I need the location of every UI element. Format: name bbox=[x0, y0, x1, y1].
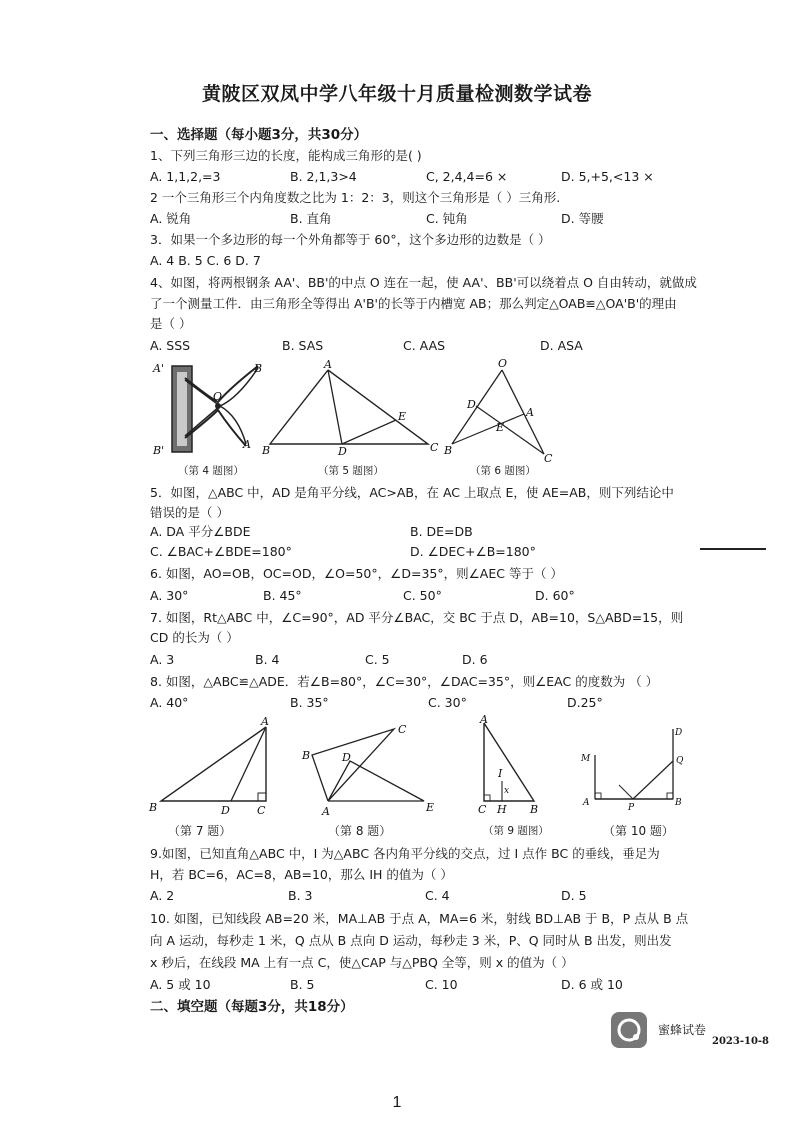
fig9-label-b: B bbox=[530, 803, 539, 816]
fig6-label-b: B bbox=[444, 444, 453, 457]
fig7-label-a: A bbox=[261, 715, 269, 728]
q5-line2: 错误的是（ ） bbox=[150, 505, 229, 520]
q1-stem: 1、下列三角形三边的长度，能构成三角形的是( ) bbox=[150, 148, 422, 163]
q2-stem: 2 一个三角形三个内角度数之比为 1：2：3，则这个三角形是（ ）三角形. bbox=[150, 190, 561, 205]
q5-option-a: A. DA 平分∠BDE bbox=[150, 524, 251, 539]
q7-option-d: D. 6 bbox=[462, 652, 488, 667]
figure-7 bbox=[145, 715, 280, 820]
q10-option-b: B. 5 bbox=[290, 977, 315, 992]
fig9-label-x: x bbox=[504, 786, 510, 796]
bee-logo-icon bbox=[611, 1012, 647, 1048]
q3-options: A. 4 B. 5 C. 6 D. 7 bbox=[150, 253, 261, 268]
q4-line1: 4、如图，将两根钢条 AA'、BB'的中点 O 连在一起，使 AA'、BB'可以绕着点 O 自由转动，就做成 bbox=[150, 275, 697, 290]
q5-option-c: C. ∠BAC+∠BDE=180° bbox=[150, 544, 292, 559]
q7-option-b: B. 4 bbox=[255, 652, 280, 667]
q7-option-a: A. 3 bbox=[150, 652, 175, 667]
caption-fig5: （第 5 题图） bbox=[318, 465, 384, 477]
fig5-label-e: E bbox=[398, 410, 407, 423]
page-title: 黄陂区双凤中学八年级十月质量检测数学试卷 bbox=[201, 83, 592, 105]
fig9-label-c: C bbox=[478, 803, 487, 816]
fig5-label-b: B bbox=[262, 444, 271, 457]
caption-fig9: （第 9 题图） bbox=[483, 825, 549, 837]
fig8-label-b: B bbox=[302, 749, 311, 762]
q9-option-d: D. 5 bbox=[561, 888, 587, 903]
fig4-label-b: B bbox=[254, 362, 263, 375]
fig5-label-a: A bbox=[324, 358, 332, 371]
q4-line2: 了一个测量工件．由三角形全等得出 A'B'的长等于内槽宽 AB；那么判定△OAB≌△OA'B'的理由 bbox=[150, 296, 677, 311]
q6-option-c: C. 50° bbox=[403, 588, 442, 603]
fig6-label-a: A bbox=[526, 406, 534, 419]
q4-option-b: B. SAS bbox=[282, 338, 324, 353]
caption-fig10: （第 10 题） bbox=[603, 824, 674, 838]
q7-option-c: C. 5 bbox=[365, 652, 390, 667]
caption-fig4: （第 4 题图） bbox=[178, 465, 244, 477]
fig4-label-b-prime: B' bbox=[153, 444, 165, 457]
section-choice-heading: 一、选择题（每小题3分，共30分） bbox=[150, 127, 368, 143]
q3-stem: 3．如果一个多边形的每一个外角都等于 60°，这个多边形的边数是（ ） bbox=[150, 232, 551, 247]
q8-option-d: D.25° bbox=[567, 695, 603, 710]
q7-line2: CD 的长为（ ） bbox=[150, 630, 239, 645]
fig10-label-b: B bbox=[675, 798, 682, 808]
fig10-label-m: M bbox=[581, 754, 591, 764]
fig10-label-p: P bbox=[628, 803, 635, 813]
q6-option-b: B. 45° bbox=[263, 588, 302, 603]
q9-option-c: C. 4 bbox=[425, 888, 450, 903]
fig8-label-c: C bbox=[398, 723, 407, 736]
section-fill-heading: 二、填空题（每题3分，共18分） bbox=[150, 999, 354, 1015]
fig6-label-c: C bbox=[544, 452, 553, 463]
q6-stem: 6. 如图，AO=OB，OC=OD，∠O=50°，∠D=35°，则∠AEC 等于（ ） bbox=[150, 566, 563, 581]
fig5-label-d: D bbox=[338, 445, 347, 458]
figure-8 bbox=[298, 715, 443, 820]
figure-5 bbox=[262, 358, 442, 458]
fig7-label-b: B bbox=[149, 801, 158, 814]
fig4-label-a-prime: A' bbox=[153, 362, 164, 375]
q8-option-a: A. 40° bbox=[150, 695, 189, 710]
q9-line2: H，若 BC=6，AC=8，AB=10，那么 IH 的值为（ ） bbox=[150, 867, 453, 882]
q6-option-d: D. 60° bbox=[535, 588, 575, 603]
q1-option-c: C, 2,4,4=6 × bbox=[426, 169, 508, 184]
fig8-label-a: A bbox=[322, 805, 330, 818]
q2-option-b: B. 直角 bbox=[290, 211, 332, 226]
fig9-label-h: H bbox=[497, 803, 507, 816]
q4-option-c: C. AAS bbox=[403, 338, 446, 353]
q4-line3: 是（ ） bbox=[150, 316, 192, 331]
figure-6 bbox=[440, 358, 560, 463]
q4-option-d: D. ASA bbox=[540, 338, 583, 353]
fig10-label-a: A bbox=[583, 798, 590, 808]
caption-fig7: （第 7 题） bbox=[168, 824, 232, 838]
q8-option-c: C. 30° bbox=[428, 695, 467, 710]
q5-option-d: D. ∠DEC+∠B=180° bbox=[410, 544, 536, 559]
q9-line1: 9.如图，已知直角△ABC 中，I 为△ABC 各内角平分线的交点，过 I 点作 BC 的垂线，垂足为 bbox=[150, 846, 660, 861]
date-stamp: 2023-10-8 bbox=[712, 1036, 770, 1047]
q10-option-c: C. 10 bbox=[425, 977, 458, 992]
fig6-label-o: O bbox=[498, 358, 508, 370]
fig6-label-e: E bbox=[496, 421, 505, 434]
fig6-label-d: D bbox=[467, 398, 476, 411]
fig7-label-c: C bbox=[257, 804, 266, 817]
q4-option-a: A. SSS bbox=[150, 338, 191, 353]
q1-option-a: A. 1,1,2,=3 bbox=[150, 169, 221, 184]
q8-option-b: B. 35° bbox=[290, 695, 329, 710]
q9-option-b: B. 3 bbox=[288, 888, 313, 903]
watermark-text: 蜜蜂试卷 bbox=[658, 1023, 707, 1037]
q10-option-d: D. 6 或 10 bbox=[561, 977, 623, 992]
q1-option-d: D. 5,+5,<13 × bbox=[561, 169, 654, 184]
stray-mark bbox=[700, 548, 766, 550]
q10-line1: 10. 如图，已知线段 AB=20 米，MA⊥AB 于点 A，MA=6 米，射线 BD⊥AB 于 B，P 点从 B 点 bbox=[150, 911, 689, 926]
figure-4 bbox=[150, 358, 270, 458]
fig7-label-d: D bbox=[221, 804, 230, 817]
q5-option-b: B. DE=DB bbox=[410, 524, 473, 539]
q10-line2: 向 A 运动，每秒走 1 米，Q 点从 B 点向 D 运动，每秒走 3 米，P、Q 同时从 B 出发，则出发 bbox=[150, 933, 672, 948]
fig8-label-e: E bbox=[426, 801, 435, 814]
q10-option-a: A. 5 或 10 bbox=[150, 977, 211, 992]
q5-line1: 5．如图，△ABC 中，AD 是角平分线，AC>AB，在 AC 上取点 E，使 AE=AB，则下列结论中 bbox=[150, 485, 674, 500]
caption-fig8: （第 8 题） bbox=[328, 824, 392, 838]
q2-option-a: A. 锐角 bbox=[150, 211, 192, 226]
fig5-label-c: C bbox=[430, 441, 439, 454]
q1-option-b: B. 2,1,3>4 bbox=[290, 169, 357, 184]
q7-line1: 7. 如图，Rt△ABC 中，∠C=90°，AD 平分∠BAC，交 BC 于点 D，AB=10，S△ABD=15，则 bbox=[150, 610, 684, 625]
q10-line3: x 秒后，在线段 MA 上有一点 C，使△CAP 与△PBQ 全等，则 x 的值为（ ） bbox=[150, 955, 574, 970]
fig10-label-d: D bbox=[675, 728, 683, 738]
fig4-label-o: O bbox=[213, 390, 223, 403]
fig9-label-a: A bbox=[480, 715, 488, 726]
fig10-label-q: Q bbox=[676, 756, 684, 766]
q6-option-a: A. 30° bbox=[150, 588, 189, 603]
figure-9 bbox=[470, 715, 550, 820]
q8-stem: 8. 如图，△ABC≌△ADE．若∠B=80°，∠C=30°，∠DAC=35°，则∠EAC 的度数为 （ ） bbox=[150, 674, 659, 689]
figure-10 bbox=[575, 715, 695, 820]
page-number: 1 bbox=[392, 1094, 402, 1111]
q2-option-c: C. 钝角 bbox=[426, 211, 468, 226]
q2-option-d: D. 等腰 bbox=[561, 211, 604, 226]
fig4-label-a: A bbox=[243, 438, 251, 451]
fig9-label-i: I bbox=[498, 767, 503, 780]
fig8-label-d: D bbox=[342, 751, 351, 764]
q9-option-a: A. 2 bbox=[150, 888, 175, 903]
caption-fig6: （第 6 题图） bbox=[470, 465, 536, 477]
